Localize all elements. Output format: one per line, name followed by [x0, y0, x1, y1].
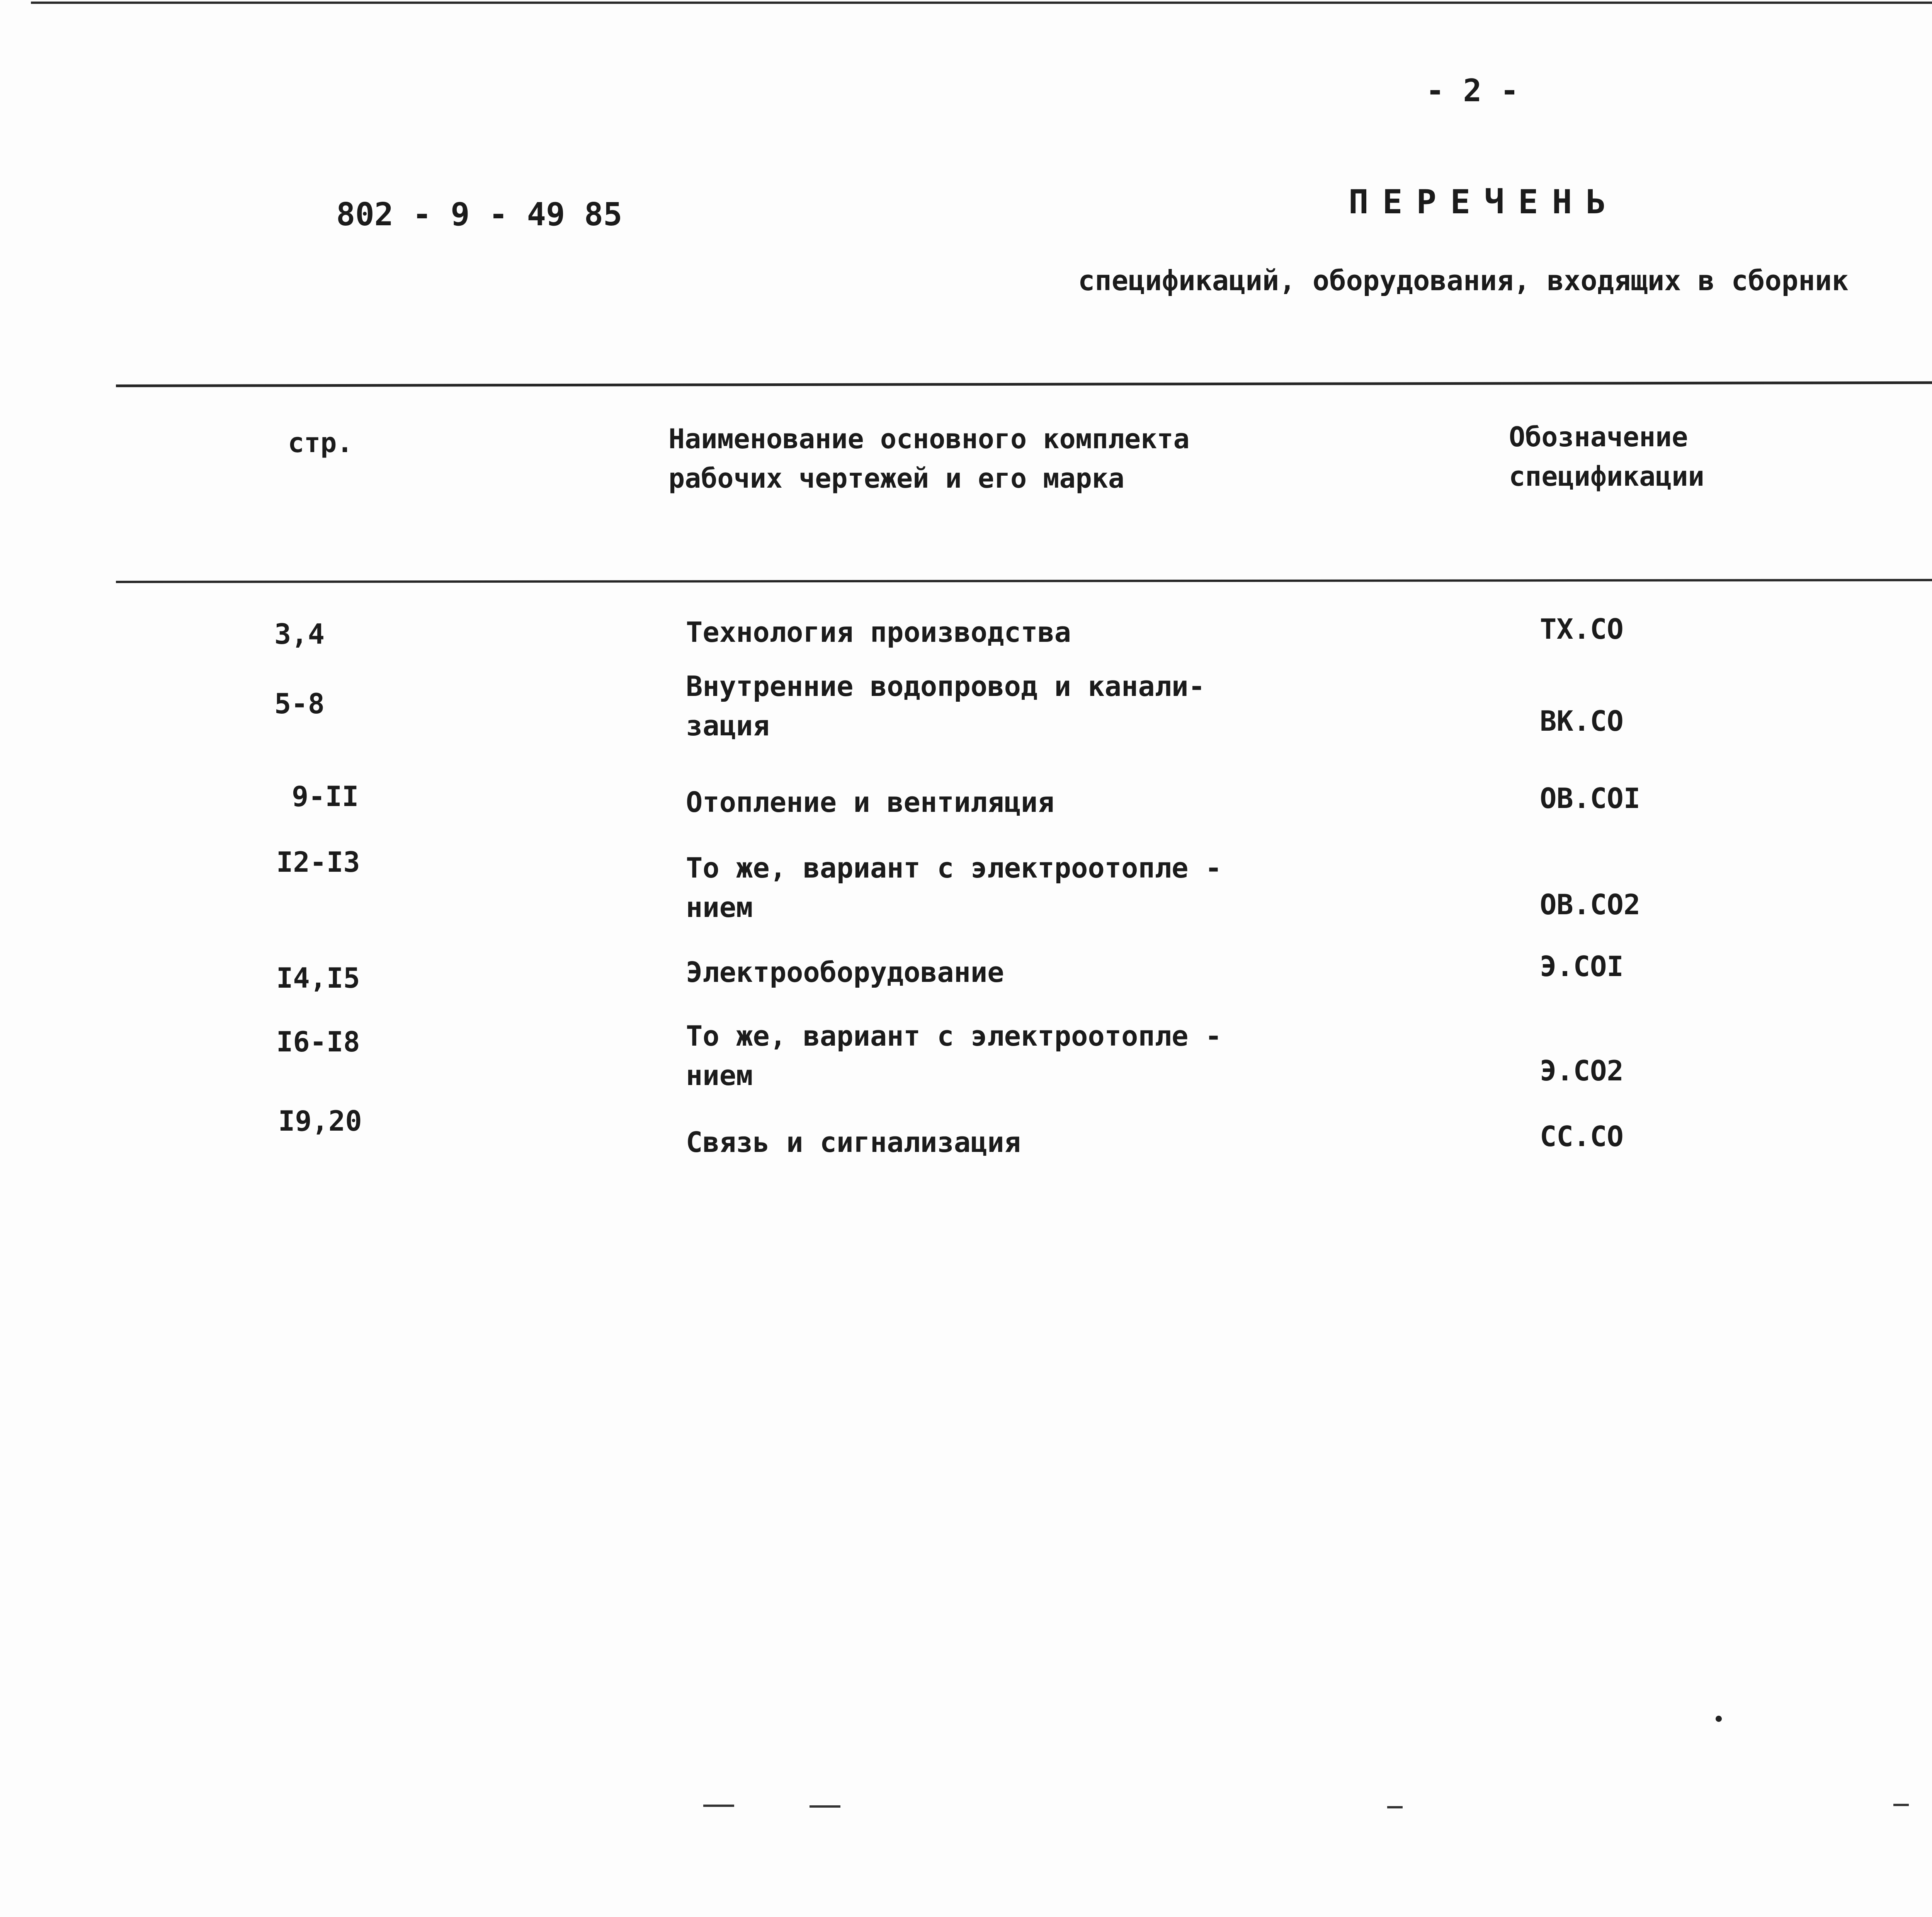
row-1-page: 3,4: [274, 618, 325, 650]
column-header-page: стр.: [288, 427, 353, 459]
row-6-name: [686, 1016, 1222, 1095]
row-4-name-line1: То же, вариант с электроотопле -: [686, 852, 1222, 884]
row-2-code: ВК.СО: [1540, 705, 1624, 737]
row-2-name-line2: зация: [686, 709, 770, 742]
row-4-code: ОВ.СО2: [1540, 888, 1641, 921]
scan-speck: [1716, 1716, 1722, 1722]
table-header-rule: [116, 578, 1932, 583]
column-header-code-line2: спецификации: [1509, 461, 1704, 492]
column-header-name-line1: Наименование основного комплекта: [668, 423, 1190, 455]
table-top-rule: [116, 380, 1932, 387]
row-1-code: ТХ.СО: [1540, 613, 1624, 645]
column-header-name: [668, 419, 1190, 498]
row-7-page: I9,20: [278, 1105, 362, 1137]
page-number: - 2 -: [1426, 73, 1519, 109]
scan-dash: [810, 1805, 840, 1808]
row-6-name-line1: То же, вариант с электроотопле -: [686, 1020, 1222, 1052]
row-5-page: I4,I5: [276, 962, 360, 994]
scan-dash: [1893, 1804, 1909, 1806]
row-2-page: 5-8: [274, 687, 325, 720]
document-code: 802 - 9 - 49 85: [336, 196, 622, 233]
row-6-page: I6-I8: [276, 1026, 360, 1058]
row-3-page: 9-II: [292, 780, 359, 813]
row-6-code: Э.СО2: [1540, 1055, 1624, 1087]
row-3-name: Отопление и вентиляция: [686, 786, 1054, 818]
column-header-name-line2: рабочих чертежей и его марка: [668, 463, 1125, 494]
row-7-code: СС.СО: [1540, 1120, 1624, 1153]
scan-dash: [703, 1805, 734, 1807]
document-subtitle: спецификаций, оборудования, входящих в сборник: [1078, 264, 1849, 297]
row-4-page: I2-I3: [276, 846, 360, 878]
row-6-name-line2: нием: [686, 1059, 753, 1092]
scan-dash: [1387, 1806, 1403, 1808]
row-4-name-line2: нием: [686, 891, 753, 924]
row-3-code: ОВ.СОI: [1540, 782, 1641, 815]
row-2-name: [686, 667, 1205, 745]
row-5-name: Электрооборудование: [686, 956, 1004, 988]
row-1-name: Технология производства: [686, 616, 1071, 648]
row-2-name-line1: Внутренние водопровод и канали-: [686, 670, 1205, 703]
row-5-code: Э.СОI: [1540, 950, 1624, 983]
column-header-code-line1: Обозначение: [1509, 421, 1688, 453]
column-header-code: [1509, 417, 1704, 496]
frame-top-border: [31, 2, 1932, 4]
row-4-name: [686, 848, 1222, 927]
row-7-name: Связь и сигнализация: [686, 1126, 1021, 1158]
document-title: ПЕРЕЧЕНЬ: [1349, 183, 1620, 221]
